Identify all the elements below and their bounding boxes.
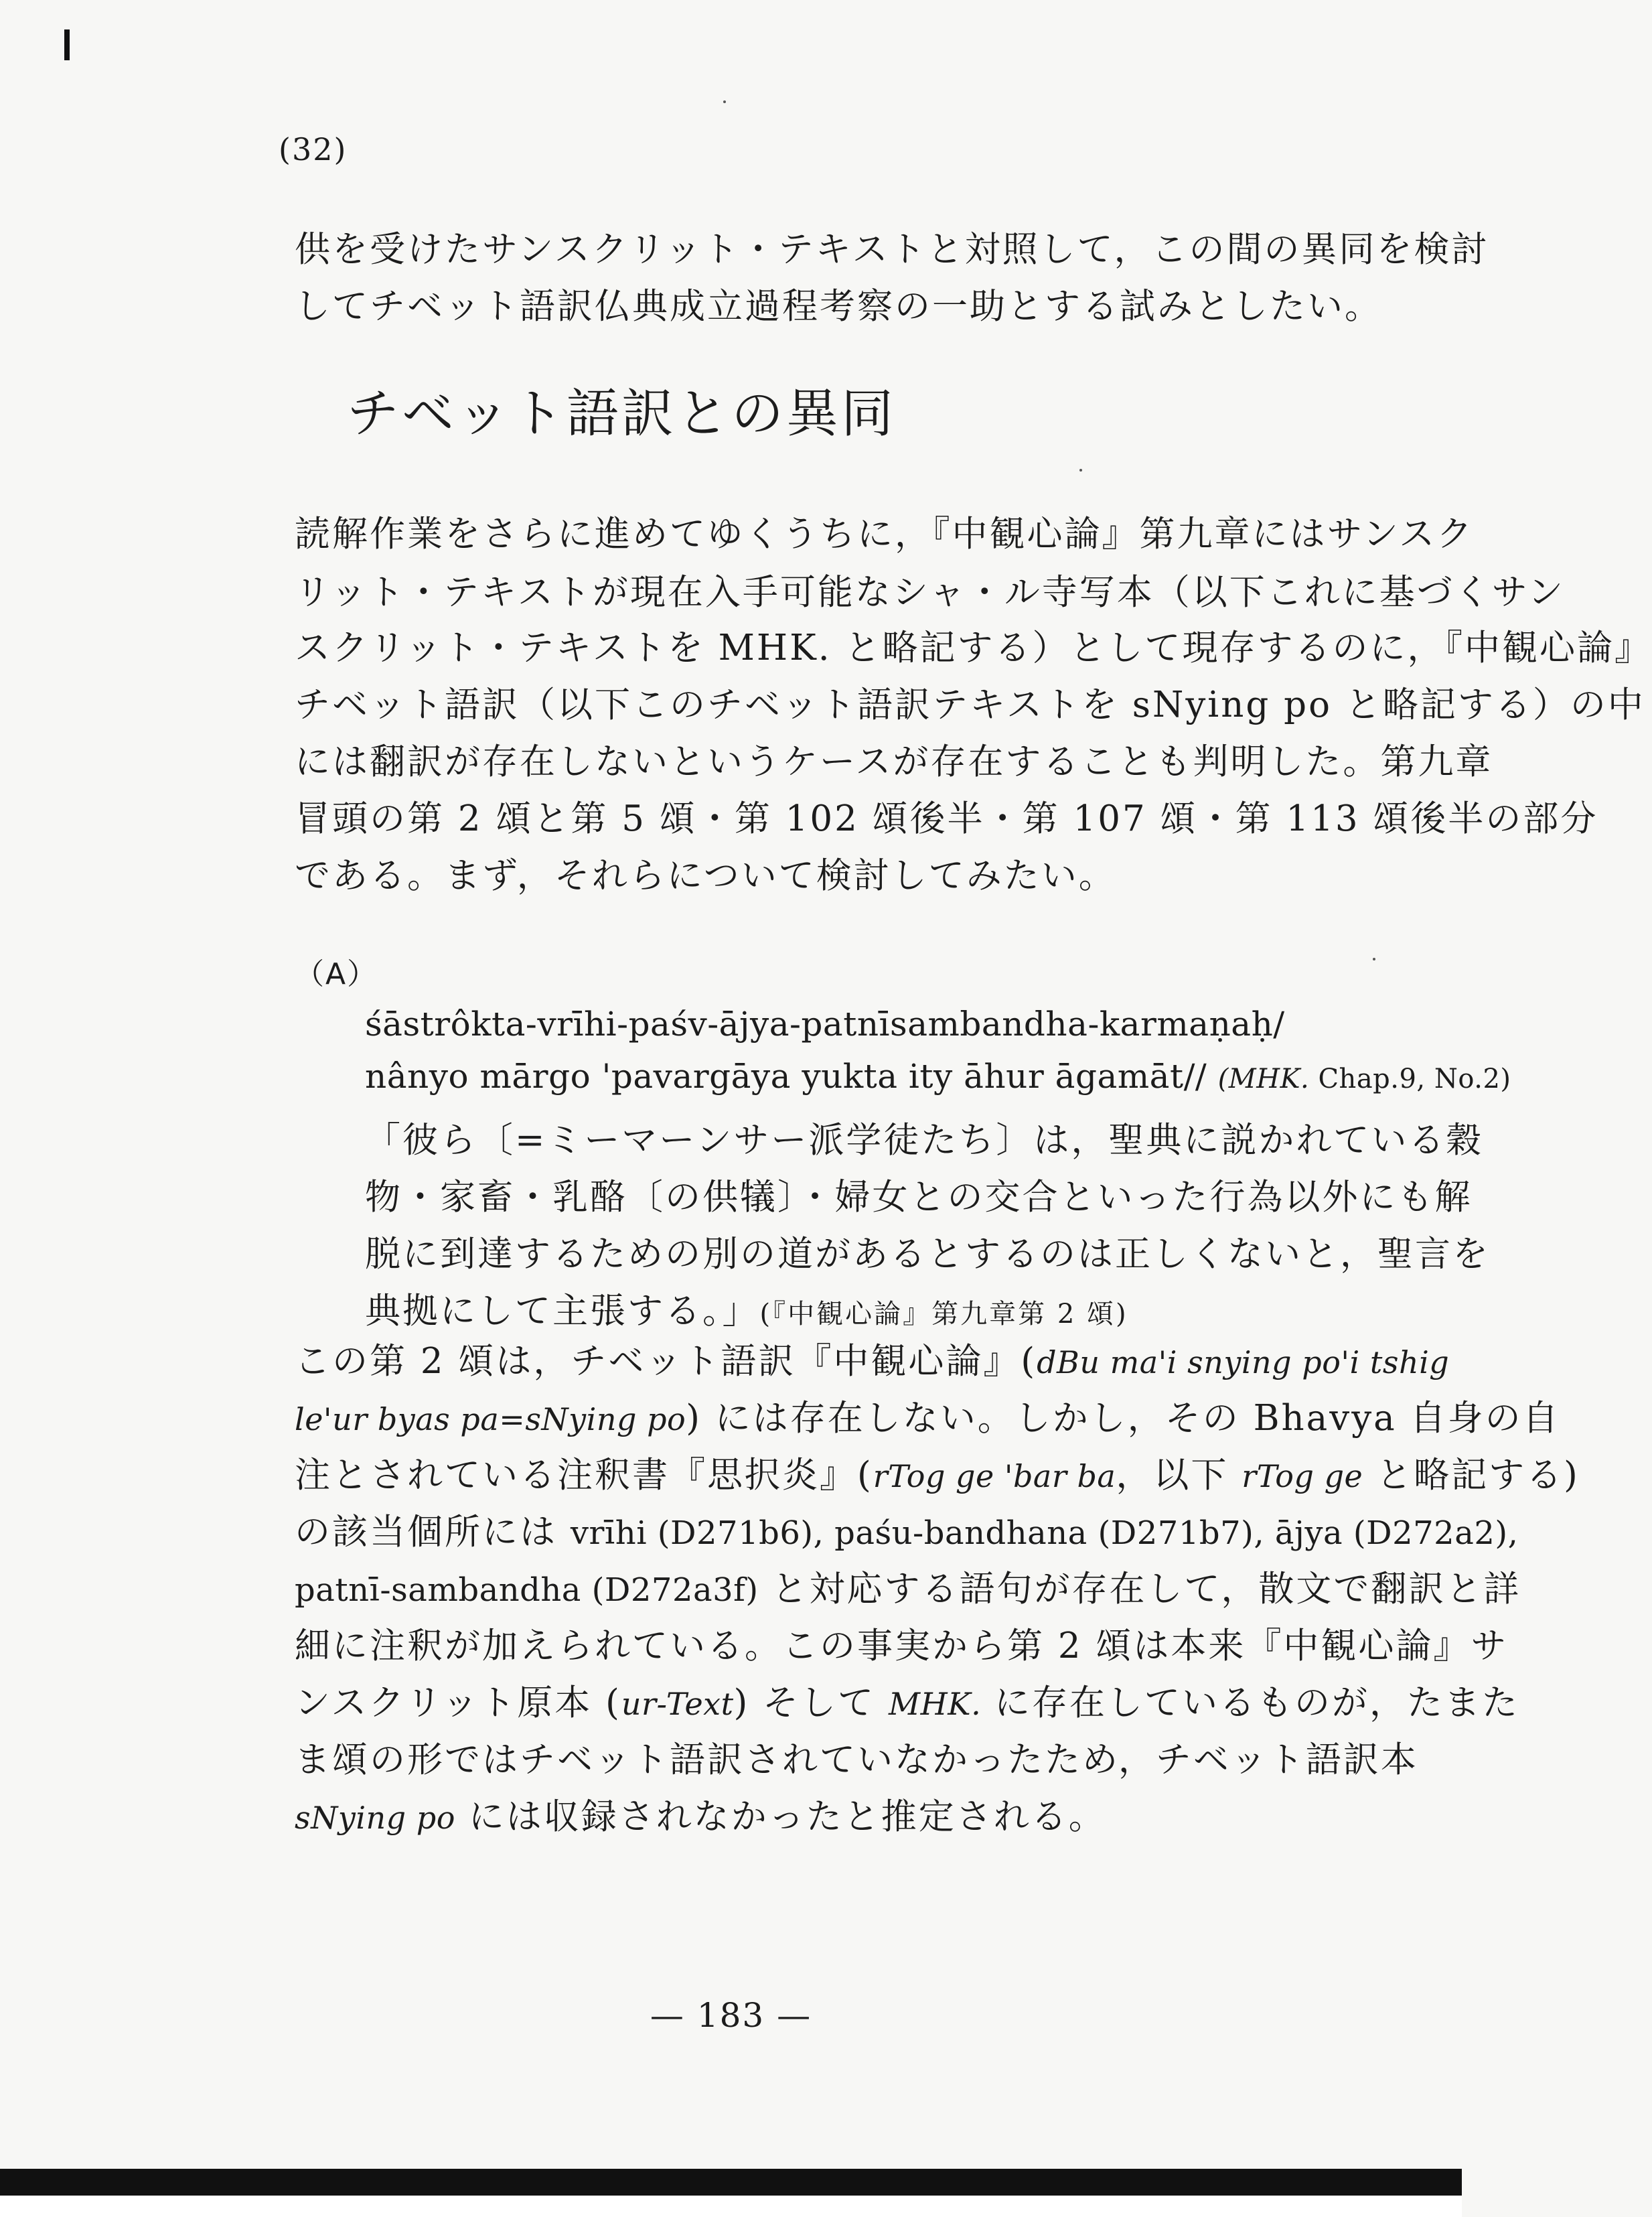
section-label-a: （A）	[295, 957, 378, 991]
text-span: ，以下	[1116, 1455, 1242, 1496]
scan-bottom-edge	[0, 2169, 1462, 2196]
ref-rest: Chap.9, No.2)	[1309, 1064, 1511, 1094]
sanskrit-line: śāstrôkta-vrīhi-paśv-ājya-patnīsambandha-karmaṇaḥ/	[365, 1005, 1285, 1044]
text-line	[295, 1504, 1518, 1555]
roman-span: vrīhi (D271b6), paśu-bandhana (D271b7), ājya (D272a2),	[570, 1514, 1519, 1552]
text-span: ンスクリット原本 (	[295, 1683, 621, 1723]
sanskrit-text: nânyo mārgo 'pavargāya yukta ity āhur āgamāt//	[365, 1057, 1207, 1096]
roman-span: patnī-sambandha (D272a3f)	[295, 1571, 759, 1609]
italic-span: ur-Text	[621, 1686, 734, 1722]
text-line: 読解作業をさらに進めてゆくうちに，『中観心論』第九章にはサンスク	[295, 514, 1475, 555]
italic-span: MHK.	[888, 1686, 982, 1722]
text-span: の該当個所には	[295, 1512, 571, 1553]
translation-reference: (『中観心論』第九章第 2 頌)	[759, 1299, 1128, 1330]
text-line: 細に注釈が加えられている。この事実から第 2 頌は本来『中観心論』サ	[295, 1626, 1509, 1666]
page-number-bottom: — 183 —	[650, 1996, 812, 2035]
text-line: ま頌の形ではチベット語訳されていなかったため，チベット語訳本	[295, 1739, 1418, 1780]
text-line	[295, 1674, 1519, 1725]
text-line: してチベット語訳仏典成立過程考察の一助とする試みとしたい。	[295, 286, 1382, 327]
text-line	[295, 1561, 1521, 1612]
text-line: チベット語訳（以下このチベット語訳テキストを sNying po と略記する）の中	[295, 685, 1645, 725]
text-line: には翻訳が存在しないというケースが存在することも判明した。第九章	[295, 741, 1493, 782]
scan-speck	[1079, 469, 1082, 472]
text-line: 供を受けたサンスクリット・テキストと対照して，この間の異同を検討	[295, 229, 1489, 270]
translation-text: 典拠にして主張する。」	[365, 1291, 760, 1332]
scan-speck	[1373, 958, 1375, 960]
sanskrit-line	[365, 1057, 1511, 1096]
text-line	[295, 1333, 1449, 1384]
section-heading: チベット語訳との異同	[347, 384, 897, 444]
text-line: 脱に到達するための別の道があるとするのは正しくないと，聖言を	[365, 1234, 1490, 1275]
page-number-top: (32)	[279, 131, 348, 167]
text-line: 物・家畜・乳酪〔の供犠〕・婦女との交合といった行為以外にも解	[365, 1177, 1473, 1218]
italic-span: sNying po	[295, 1800, 455, 1836]
text-span: と対応する語句が存在して，散文で翻訳と詳	[758, 1569, 1521, 1610]
text-line: である。まず，それらについて検討してみたい。	[295, 855, 1116, 896]
text-line	[365, 1283, 1128, 1334]
text-line: リット・テキストが現在入手可能なシャ・ル寺写本（以下これに基づくサン	[295, 572, 1566, 613]
ref-italic: MHK.	[1228, 1064, 1310, 1094]
text-span: 注とされている注釈書『思択炎』(	[295, 1455, 873, 1496]
text-line	[295, 1788, 1106, 1839]
ref-paren: (	[1217, 1064, 1229, 1094]
text-span: ) には存在しない。しかし，その Bhavya 自身の自	[686, 1398, 1560, 1439]
text-line	[295, 1390, 1560, 1441]
scan-edge-mark	[64, 29, 70, 60]
text-line: 冒頭の第 2 頌と第 5 頌・第 102 頌後半・第 107 頌・第 113 頌後半の部分	[295, 798, 1598, 839]
italic-span: dBu ma'i snying po'i tshig	[1037, 1344, 1450, 1380]
scan-speck	[723, 100, 726, 103]
text-span: に存在しているものが，たまた	[981, 1683, 1520, 1723]
text-span: この第 2 頌は，チベット語訳『中観心論』(	[295, 1341, 1037, 1382]
text-span: には収録されなかったと推定される。	[455, 1796, 1106, 1837]
scan-bottom-strip	[0, 2196, 1462, 2217]
text-span: ) そして	[733, 1683, 889, 1723]
italic-span: rTog ge 'bar ba	[873, 1458, 1116, 1494]
italic-span: le'ur byas pa=sNying po	[295, 1401, 686, 1437]
text-line: スクリット・テキストを MHK. と略記する）として現存するのに，『中観心論』	[295, 628, 1652, 668]
verse-reference	[1218, 1064, 1511, 1094]
italic-span: rTog ge	[1242, 1458, 1363, 1494]
text-line	[295, 1447, 1580, 1498]
text-line: 「彼ら〔=ミーマーンサー派学徒たち〕は，聖典に説かれている穀	[365, 1120, 1484, 1161]
text-span: と略記する)	[1363, 1455, 1580, 1496]
